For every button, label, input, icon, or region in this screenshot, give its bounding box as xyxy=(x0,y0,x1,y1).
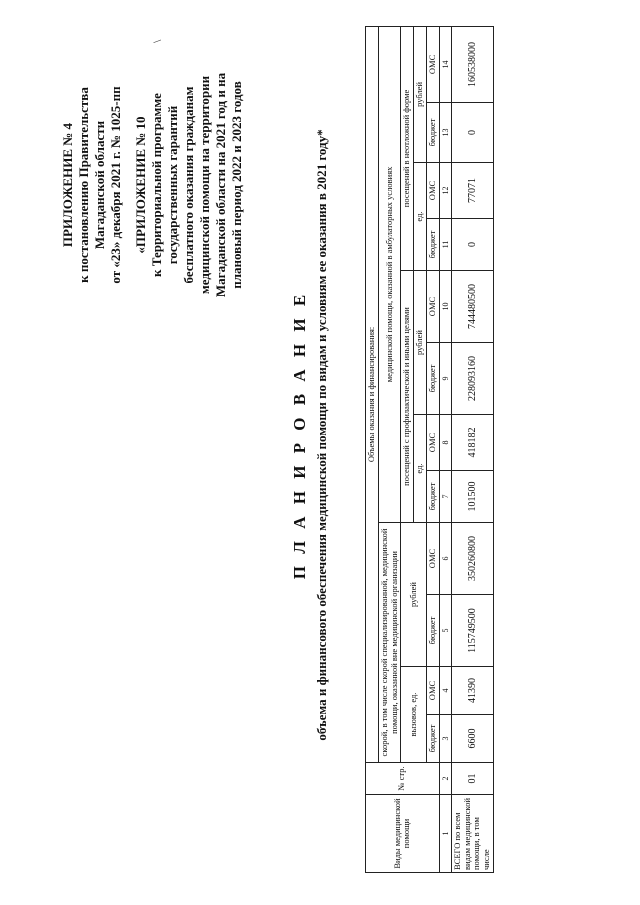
appendix10-line3: бесплатного оказания гражданам xyxy=(181,86,197,284)
calls-units-header: вызовов, ед. xyxy=(401,667,427,763)
budget-header: бюджет xyxy=(426,595,439,667)
col-number: 6 xyxy=(439,523,451,595)
appendix10-line6: плановый период 2022 и 2023 годов xyxy=(228,81,244,289)
budget-header: бюджет xyxy=(426,219,439,271)
stray-mark: \ xyxy=(150,39,164,43)
table-cell: 350260800 xyxy=(451,523,493,595)
budget-header: бюджет xyxy=(426,103,439,163)
appendix4-line3: от «23» декабря 2021 г. № 1025-пп xyxy=(107,86,123,284)
oms-header: ОМС xyxy=(426,26,439,102)
emergency-care-header: скорой, в том числе скорой специализированной, медицинской помощи, оказанной вне медицинской организации xyxy=(378,523,401,763)
title-main: П Л А Н И Р О В А Н И Е xyxy=(290,290,309,580)
table-cell: 0 xyxy=(451,219,493,271)
oms-header: ОМС xyxy=(426,415,439,471)
table-row xyxy=(451,26,493,872)
oms-header: ОМС xyxy=(426,271,439,343)
prophylactic-units-header: ед. xyxy=(414,415,427,523)
table-cell: 77071 xyxy=(451,163,493,219)
col-number: 14 xyxy=(439,26,451,102)
oms-header: ОМС xyxy=(426,523,439,595)
appendix4-line1: к постановлению Правительства xyxy=(75,87,91,283)
budget-header: бюджет xyxy=(426,343,439,415)
table-cell: 160538000 xyxy=(451,26,493,102)
col-header-types: Виды медицинской помощи xyxy=(366,795,440,873)
oms-header: ОМС xyxy=(426,667,439,715)
planning-table xyxy=(365,26,494,873)
emergency-rubles-header: рублей xyxy=(401,523,427,667)
appendix10-line5: Магаданской области на 2021 год и на xyxy=(212,72,228,298)
col-number: 7 xyxy=(439,471,451,523)
table-cell: 6600 xyxy=(451,715,493,763)
col-number: 10 xyxy=(439,271,451,343)
col-number: 2 xyxy=(439,763,451,795)
appendix10-line1: к Территориальной программе xyxy=(149,93,165,277)
urgent-visits-header: посещений в неотложной форме xyxy=(401,26,414,270)
appendix4-line2: Магаданской области xyxy=(91,120,107,250)
table-cell: 0 xyxy=(451,103,493,163)
budget-header: бюджет xyxy=(426,471,439,523)
col-number: 11 xyxy=(439,219,451,271)
appendix10-line4: медицинской помощи на территории xyxy=(196,75,212,295)
document-title xyxy=(290,5,330,865)
appendix10-line2: государственных гарантий xyxy=(165,105,181,265)
col-number: 1 xyxy=(439,795,451,873)
col-number: 12 xyxy=(439,163,451,219)
col-number: 13 xyxy=(439,103,451,163)
table-cell: 41390 xyxy=(451,667,493,715)
volumes-header: Объемы оказания и финансирования: xyxy=(366,26,379,762)
appendix4-title: ПРИЛОЖЕНИЕ № 4 xyxy=(60,122,75,248)
table-cell: 101500 xyxy=(451,471,493,523)
col-number: 5 xyxy=(439,595,451,667)
table-cell: 418182 xyxy=(451,415,493,471)
col-number: 4 xyxy=(439,667,451,715)
col-number: 8 xyxy=(439,415,451,471)
appendix-header xyxy=(60,20,244,350)
table-cell: 744480500 xyxy=(451,271,493,343)
col-number: 9 xyxy=(439,343,451,415)
col-header-row-no: № стр. xyxy=(366,763,440,795)
budget-header: бюджет xyxy=(426,715,439,763)
urgent-units-header: ед. xyxy=(414,163,427,271)
appendix10-title: «ПРИЛОЖЕНИЕ № 10 xyxy=(133,116,149,254)
ambulatory-care-header: медицинской помощи, оказанной в амбулаторных условиях xyxy=(378,26,401,522)
urgent-rubles-header: рублей xyxy=(414,26,427,162)
column-number-row xyxy=(439,26,451,872)
table-cell: 228093160 xyxy=(451,343,493,415)
title-subtitle: объема и финансового обеспечения медицинской помощи по видам и условиям ее оказания в 2021 году* xyxy=(314,129,329,741)
oms-header: ОМС xyxy=(426,163,439,219)
col-number: 3 xyxy=(439,715,451,763)
row-label: ВСЕГО по всем видам медицинской помощи, в том числе xyxy=(451,795,493,873)
prophylactic-visits-header: посещений с профилактической и иными целями xyxy=(401,271,414,523)
table-cell: 115749500 xyxy=(451,595,493,667)
prophylactic-rubles-header: рублей xyxy=(414,271,427,415)
row-number: 01 xyxy=(451,763,493,795)
